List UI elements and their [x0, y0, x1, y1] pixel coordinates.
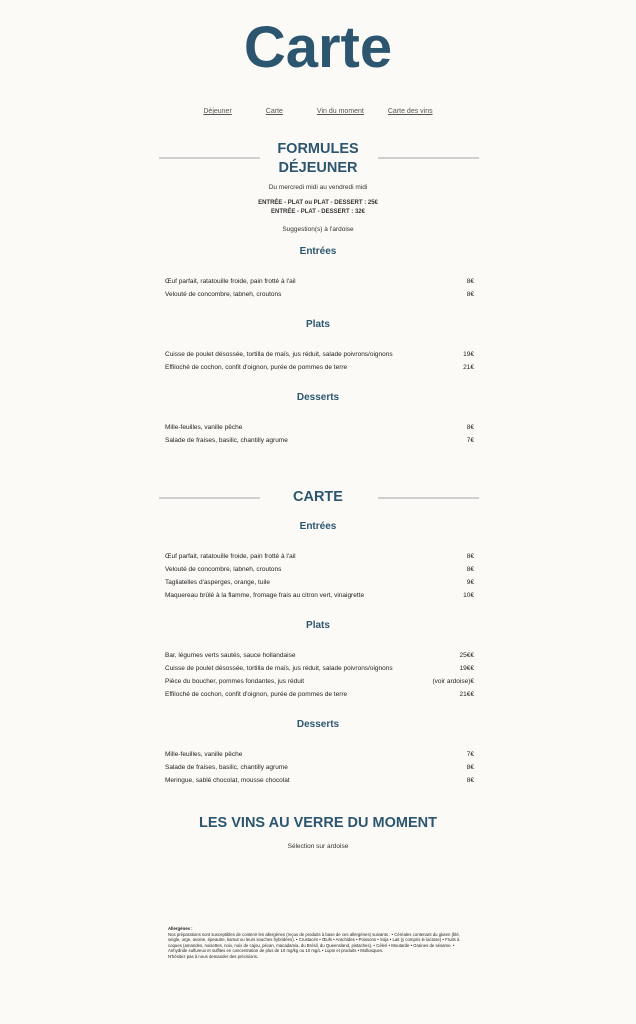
- menu-item: Œuf parfait, ratatouille froide, pain frotté à l'ail 8€: [165, 553, 474, 560]
- formules-suggestion: Suggestion(s) à l'ardoise: [282, 226, 354, 233]
- formules-schedule: Du mercredi midi au vendredi midi: [268, 184, 368, 191]
- allergens-heading: Allergènes :: [168, 926, 193, 931]
- menu-item: Mille-feuilles, vanille pêche 8€: [165, 424, 474, 431]
- menu-item: Salade de fraises, basilic, chantilly agrume 8€: [165, 764, 474, 771]
- formules-entrees-title: Entrées: [299, 246, 337, 257]
- menu-item: Maquereau brûlé à la flamme, fromage frais au citron vert, vinaigrette 10€: [165, 592, 474, 599]
- allergens-footer: N'hésitez pas à nous demander des précisions.: [168, 953, 259, 959]
- menu-item: Cuisse de poulet désossée, tortilla de maïs, jus réduit, salade poivrons/oignons 19€€: [165, 665, 474, 672]
- menu-item: Œuf parfait, ratatouille froide, pain frotté à l'ail 8€: [165, 278, 474, 285]
- formules-offer-1: ENTRÉE - PLAT ou PLAT - DESSERT : 25€: [258, 200, 378, 206]
- nav-link-carte[interactable]: Carte: [265, 108, 283, 115]
- menu-item: Cuisse de poulet désossée, tortilla de maïs, jus réduit, salade poivrons/oignons 19€: [165, 351, 474, 358]
- section-nav: [0, 108, 636, 115]
- menu-item: Meringue, sablé chocolat, mousse chocolat 8€: [165, 777, 474, 784]
- formules-heading: FORMULES DÉJEUNER: [277, 141, 359, 176]
- carte-heading: CARTE: [293, 489, 343, 505]
- nav-link-vin-du-moment[interactable]: Vin du moment: [316, 108, 364, 115]
- menu-item: Bar, légumes verts sautés, sauce hollandaise 25€€: [165, 652, 474, 659]
- menu-item: Effiloché de cochon, confit d'oignon, purée de pommes de terre 21€€: [165, 691, 474, 698]
- menu-item: Salade de fraises, basilic, chantilly agrume 7€: [165, 437, 474, 444]
- menu-item: Velouté de concombre, labneh, croutons 8€: [165, 291, 474, 298]
- formules-desserts-title: Desserts: [296, 392, 340, 403]
- nav-link-carte-des-vins[interactable]: Carte des vins: [387, 108, 433, 115]
- vins-selection: Sélection sur ardoise: [287, 843, 349, 850]
- page-title: Carte: [243, 15, 393, 80]
- menu-item: Tagliatelles d'asperges, orange, tuile 9€: [165, 579, 474, 586]
- vins-heading: LES VINS AU VERRE DU MOMENT: [199, 815, 437, 831]
- nav-link-dejeuner[interactable]: Déjeuner: [203, 108, 232, 115]
- carte-desserts-title: Desserts: [296, 719, 340, 730]
- allergens-body: Nos préparations sont susceptibles de contenir les allergènes (reçus de produits à base de ces allergènes) suivants : • Céréales contenant du gluten (blé, seigle, orge, avoine, épeautre, kamut ou leurs souches hybridées). • Crustacés • Œufs • Arachides • Poissons • Soja • Lait (y compris le lactose) • Fruits à coques (amandes, noisettes, noix, noix de cajou, pécan, macadamia, du Brésil, du Queensland, pistaches). • Céleri • Moutarde • Graines de sésame. • Anhydride sulfureux et sulfites en concentration de plus de 10 mg/kg ou 10 mg/L • Lupin et produits • Mollusques.: [168, 931, 460, 954]
- menu-item: Mille-feuilles, vanille pêche 7€: [165, 751, 474, 758]
- allergens-note: [168, 926, 468, 960]
- menu-item: Effiloché de cochon, confit d'oignon, purée de pommes de terre 21€: [165, 364, 474, 371]
- menu-item: Velouté de concombre, labneh, croutons 8€: [165, 566, 474, 573]
- formules-plats-title: Plats: [306, 319, 330, 330]
- carte-plats-title: Plats: [306, 620, 330, 631]
- formules-offer-2: ENTRÉE - PLAT - DESSERT : 32€: [271, 209, 365, 215]
- menu-item: Pièce du boucher, pommes fondantes, jus réduit (voir ardoise)€: [165, 678, 474, 685]
- carte-entrees-title: Entrées: [299, 521, 337, 532]
